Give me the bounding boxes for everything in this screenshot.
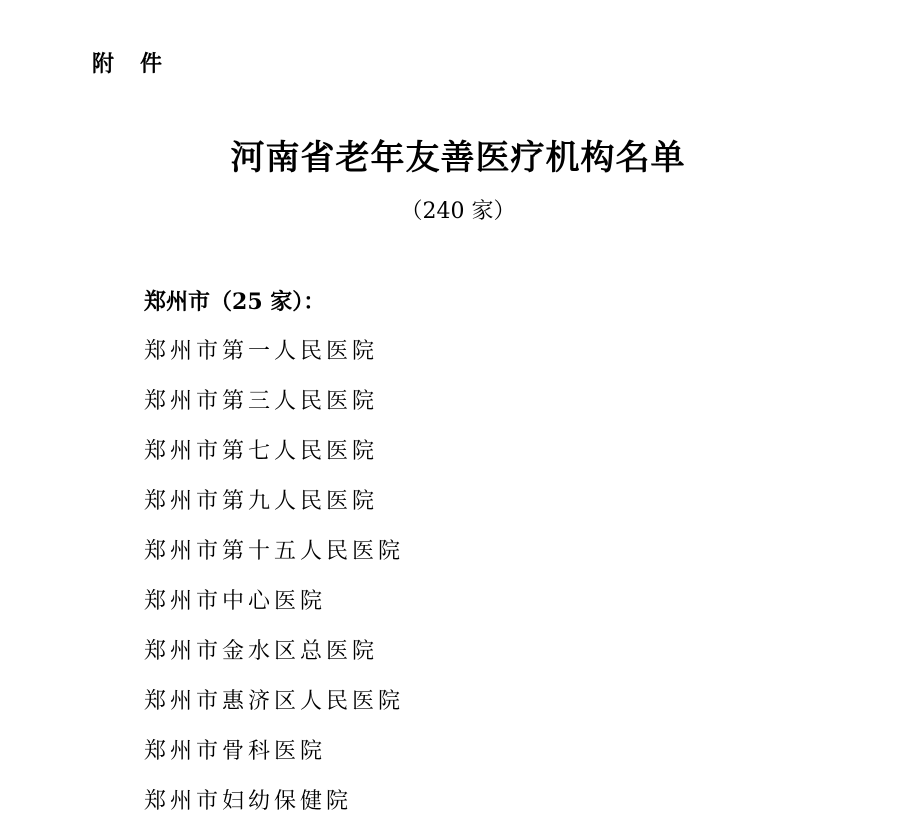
list-item: 郑州市中心医院 — [144, 589, 327, 614]
list-item: 郑州市妇幼保健院 — [144, 789, 353, 814]
document-title: 河南省老年友善医疗机构名单 — [230, 138, 686, 178]
list-item: 郑州市第十五人民医院 — [144, 539, 405, 564]
list-item: 郑州市惠济区人民医院 — [144, 689, 405, 714]
attachment-label: 附件 — [92, 52, 189, 77]
list-item: 郑州市第七人民医院 — [144, 439, 379, 464]
list-item: 郑州市金水区总医院 — [144, 639, 379, 664]
list-item: 郑州市第一人民医院 — [144, 339, 379, 364]
document-subtitle: （240 家） — [400, 199, 516, 224]
hospital-list — [144, 334, 404, 834]
city-section-heading — [144, 286, 325, 319]
list-item: 郑州市骨科医院 — [144, 739, 327, 764]
list-item: 郑州市第九人民医院 — [144, 489, 379, 514]
city-count: （25 家）： — [210, 289, 326, 315]
list-item: 郑州市第三人民医院 — [144, 389, 379, 414]
city-name: 郑州市 — [144, 290, 211, 315]
